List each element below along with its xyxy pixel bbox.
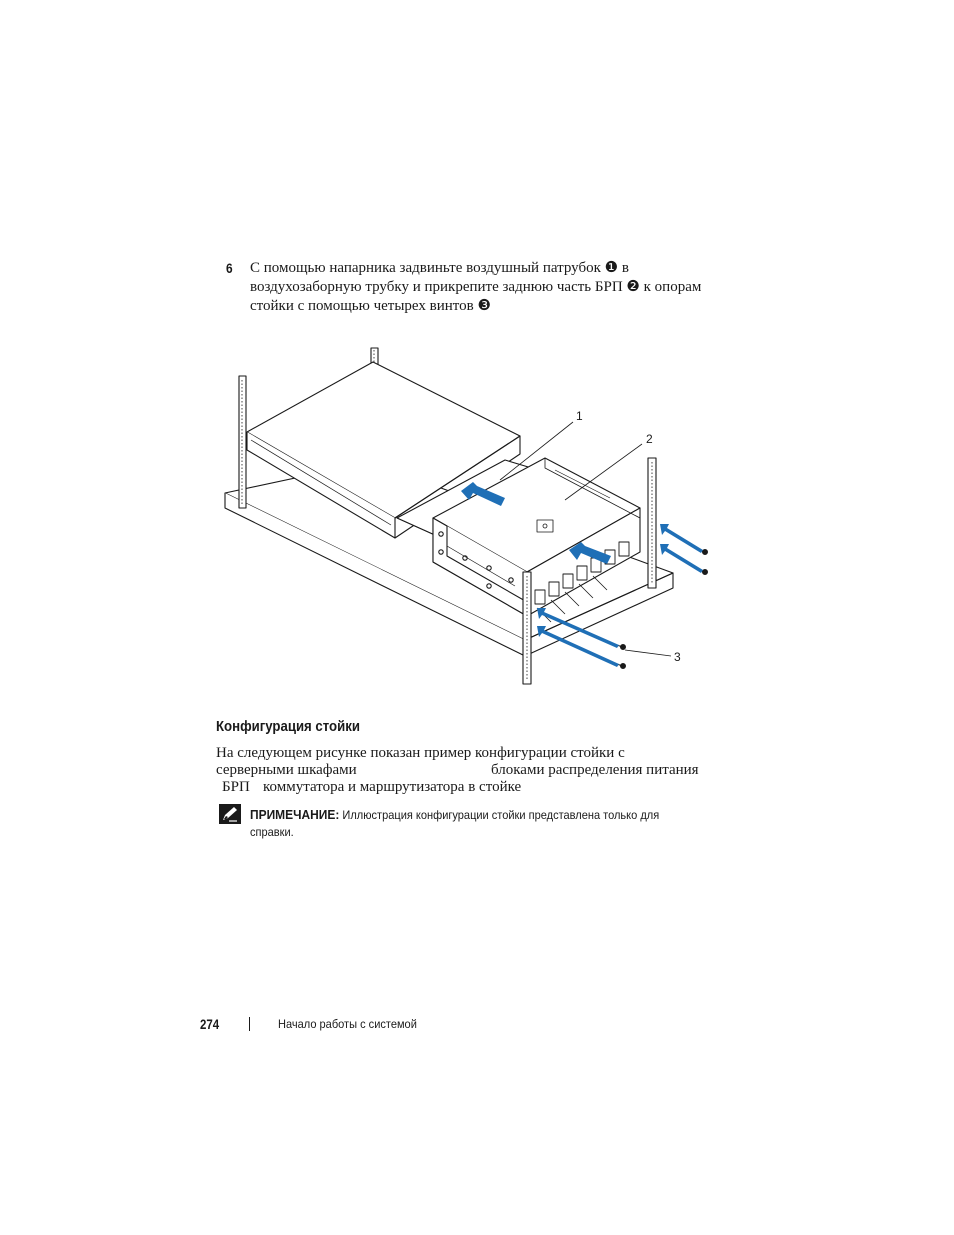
step-line-1: С помощью напарника задвиньте воздушный патрубок ❶ в (250, 260, 629, 276)
step-number: 6 (226, 260, 233, 276)
step-line-2: воздухозаборную трубку и прикрепите заднюю часть БРП ❷ к опорам (250, 279, 702, 295)
paragraph-line-2b: блоками распределения питания (491, 762, 699, 778)
rack-post-front-left (523, 572, 531, 684)
pdu-installation-illustration (215, 340, 725, 695)
note-label: ПРИМЕЧАНИЕ: (250, 807, 340, 822)
paragraph-line-1-text: На следующем рисунке показан пример конфигурации стойки с (216, 745, 625, 761)
rack-post-left (239, 376, 246, 508)
paragraph-line-2a: серверными шкафами (216, 762, 357, 778)
paragraph-line-3 (216, 779, 736, 796)
callout-3: 3 (674, 650, 681, 664)
paragraph-line-3b: коммутатора и маршрутизатора в стойке (263, 779, 522, 795)
section-paragraph (216, 745, 736, 796)
note (250, 806, 692, 841)
footer-separator (249, 1017, 250, 1031)
paragraph-line-2 (216, 762, 736, 779)
step-instruction (250, 259, 750, 316)
paragraph-line-3a: БРП (222, 779, 250, 795)
footer-title: Начало работы с системой (278, 1017, 417, 1031)
paragraph-line-1 (216, 745, 736, 762)
step-line-3: стойки с помощью четырех винтов ❸ (250, 298, 491, 314)
note-text: Иллюстрация конфигурации стойки представлена только для справки. (250, 808, 660, 839)
rack-post-front-right (648, 458, 656, 588)
page-number: 274 (200, 1016, 220, 1032)
section-heading: Конфигурация стойки (216, 718, 360, 735)
callout-1: 1 (576, 409, 583, 423)
pencil-note-icon (219, 804, 241, 824)
callout-2: 2 (646, 432, 653, 446)
